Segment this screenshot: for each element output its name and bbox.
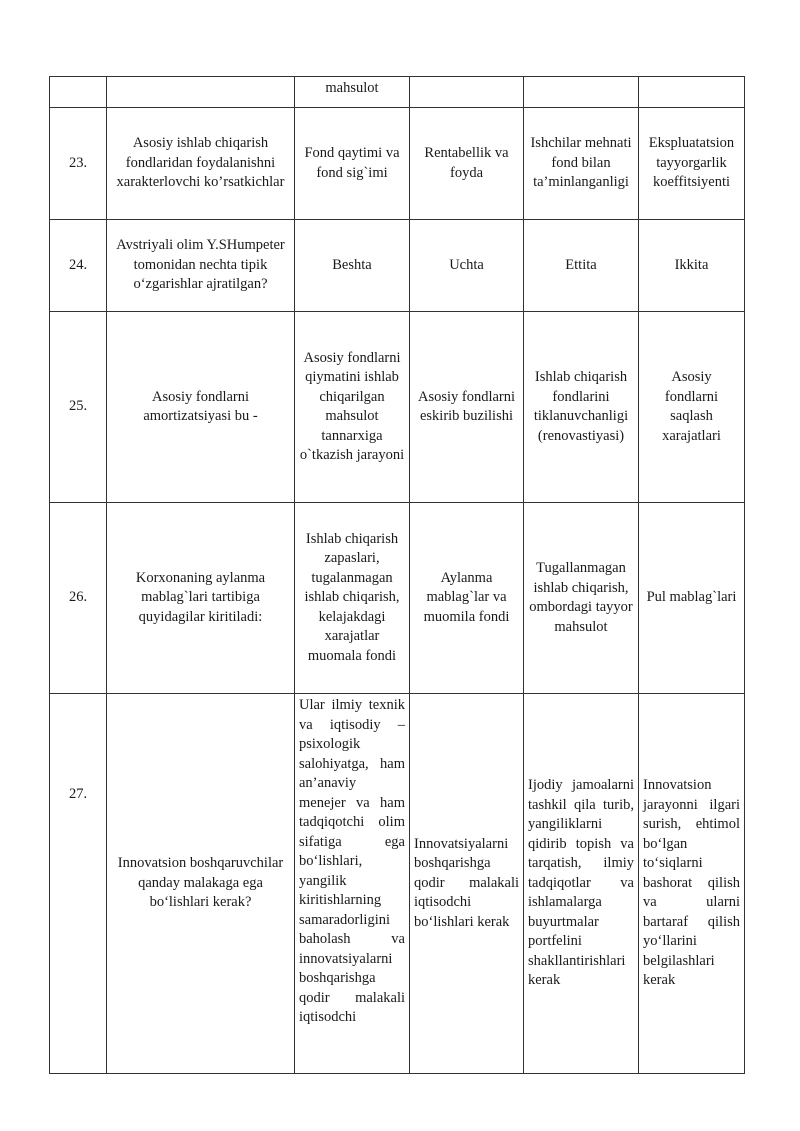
answer-option-a: Fond qaytimi va fond sig`imi xyxy=(295,108,410,220)
answer-option-b: Uchta xyxy=(410,220,524,312)
answer-option-d: Ikkita xyxy=(639,220,745,312)
table-row xyxy=(50,312,745,503)
question-number: 23. xyxy=(50,108,107,220)
answer-option-c: Ettita xyxy=(524,220,639,312)
answer-option-c: Ishchilar mehnati fond bilan ta’minlanganligi xyxy=(524,108,639,220)
answer-option-d: Asosiy fondlarni saqlash xarajatlari xyxy=(639,312,745,503)
answer-option-a: mahsulot xyxy=(295,77,410,108)
answer-option-c xyxy=(524,77,639,108)
answer-option-c: Ijodiy jamoalarni tashkil qila turib, yangiliklarni qidirib topish va tarqatish, ilmiy tadqiqotlar va ishlamalarga buyurtmalar portfelini shakllantirishlari kerak xyxy=(524,694,639,1074)
answer-option-d: Pul mablag`lari xyxy=(639,503,745,694)
question-number: 25. xyxy=(50,312,107,503)
question-number xyxy=(50,77,107,108)
question-text xyxy=(107,77,295,108)
table-row xyxy=(50,77,745,108)
question-number: 24. xyxy=(50,220,107,312)
answer-option-d xyxy=(639,77,745,108)
answer-option-a: Asosiy fondlarni qiymatini ishlab chiqarilgan mahsulot tannarxiga o`tkazish jarayoni xyxy=(295,312,410,503)
answer-option-a: Ular ilmiy texnik va iqtisodiy – psixologik salohiyatga, ham an’anaviy menejer va ham tadqiqotchi olim sifatiga ega bo‘lishlari, yangilik kiritishlarning samaradorligini baholash va innovatsiyalarni boshqarishga qodir malakali iqtisodchi xyxy=(295,694,410,1074)
table-row xyxy=(50,694,745,1074)
answer-option-a: Beshta xyxy=(295,220,410,312)
answer-option-b: Rentabellik va foyda xyxy=(410,108,524,220)
answer-option-d: Ekspluatatsion tayyorgarlik koeffitsiyenti xyxy=(639,108,745,220)
question-number: 26. xyxy=(50,503,107,694)
question-text: Asosiy ishlab chiqarish fondlaridan foydalanishni xarakterlovchi ko’rsatkichlar xyxy=(107,108,295,220)
table-row xyxy=(50,108,745,220)
question-number: 27. xyxy=(50,694,107,1074)
question-text: Asosiy fondlarni amortizatsiyasi bu - xyxy=(107,312,295,503)
table-row xyxy=(50,503,745,694)
answer-option-b: Innovatsiyalarni boshqarishga qodir malakali iqtisodchi bo‘lishlari kerak xyxy=(410,694,524,1074)
question-text: Avstriyali olim Y.SHumpeter tomonidan nechta tipik o‘zgarishlar ajratilgan? xyxy=(107,220,295,312)
answer-option-c: Ishlab chiqarish fondlarini tiklanuvchanligi (renovastiyasi) xyxy=(524,312,639,503)
question-text: Korxonaning aylanma mablag`lari tartibiga quyidagilar kiritiladi: xyxy=(107,503,295,694)
answer-option-c: Tugallanmagan ishlab chiqarish, ombordagi tayyor mahsulot xyxy=(524,503,639,694)
answer-option-b: Aylanma mablag`lar va muomila fondi xyxy=(410,503,524,694)
answer-option-d: Innovatsion jarayonni ilgari surish, ehtimol bo‘lgan to‘siqlarni bashorat qilish va ularni bartaraf qilish yo‘llarini belgilashlari kerak xyxy=(639,694,745,1074)
question-text: Innovatsion boshqaruvchilar qanday malakaga ega bo‘lishlari kerak? xyxy=(107,694,295,1074)
table-row xyxy=(50,220,745,312)
quiz-table xyxy=(49,76,745,1074)
answer-option-a: Ishlab chiqarish zapaslari, tugalanmagan ishlab chiqarish, kelajakdagi xarajatlar muomala fondi xyxy=(295,503,410,694)
answer-option-b: Asosiy fondlarni eskirib buzilishi xyxy=(410,312,524,503)
answer-option-b xyxy=(410,77,524,108)
